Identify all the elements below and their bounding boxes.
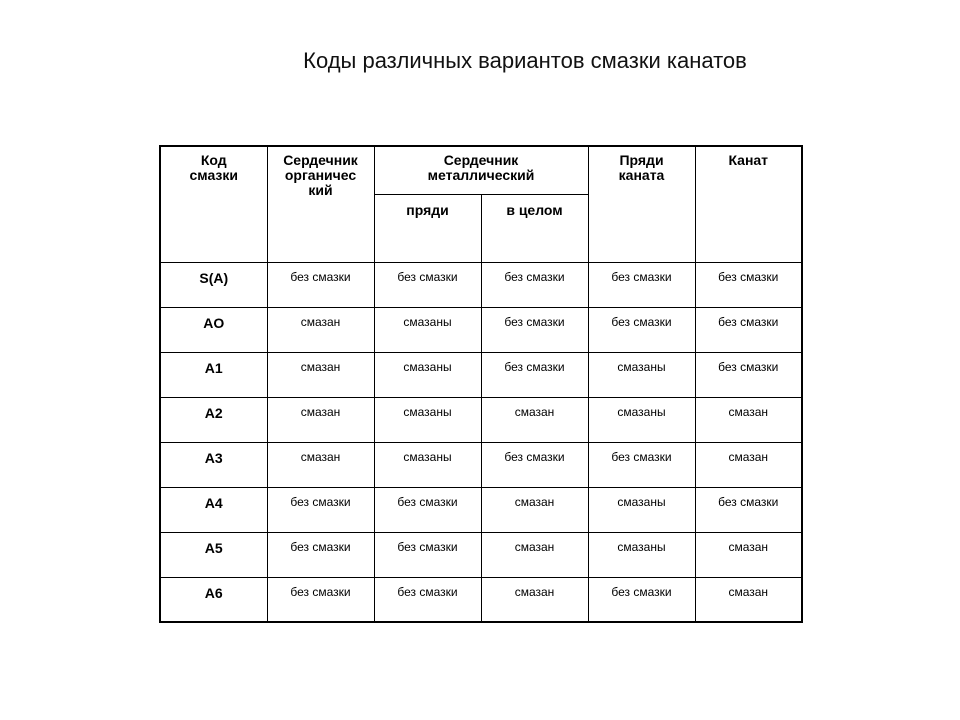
header-code: Код смазки	[160, 146, 267, 262]
table-row	[160, 397, 802, 442]
value-cell: без смазки	[588, 262, 695, 307]
value-cell: без смазки	[267, 577, 374, 622]
value-cell: смазан	[695, 442, 802, 487]
value-cell: смазан	[481, 487, 588, 532]
value-cell: без смазки	[695, 487, 802, 532]
value-cell: без смазки	[374, 532, 481, 577]
value-cell: смазаны	[588, 352, 695, 397]
code-cell: A4	[160, 487, 267, 532]
value-cell: смазан	[695, 532, 802, 577]
value-cell: без смазки	[588, 577, 695, 622]
value-cell: без смазки	[695, 307, 802, 352]
value-cell: без смазки	[695, 262, 802, 307]
table-row	[160, 307, 802, 352]
value-cell: без смазки	[481, 352, 588, 397]
header-rope: Канат	[695, 146, 802, 262]
table-row	[160, 262, 802, 307]
value-cell: смазан	[267, 442, 374, 487]
code-cell: A1	[160, 352, 267, 397]
value-cell: смазаны	[374, 307, 481, 352]
header-metal-core: Сердечник металлический	[374, 146, 588, 194]
value-cell: без смазки	[267, 487, 374, 532]
value-cell: без смазки	[267, 532, 374, 577]
value-cell: без смазки	[374, 487, 481, 532]
value-cell: смазан	[267, 307, 374, 352]
table-row	[160, 442, 802, 487]
value-cell: без смазки	[267, 262, 374, 307]
table-row	[160, 532, 802, 577]
value-cell: без смазки	[695, 352, 802, 397]
value-cell: смазаны	[374, 352, 481, 397]
value-cell: смазаны	[588, 487, 695, 532]
value-cell: без смазки	[588, 442, 695, 487]
value-cell: без смазки	[374, 577, 481, 622]
table-row	[160, 352, 802, 397]
value-cell: смазаны	[374, 442, 481, 487]
page-title: Коды различных вариантов смазки канатов	[303, 48, 747, 73]
value-cell: смазан	[267, 352, 374, 397]
code-cell: A2	[160, 397, 267, 442]
value-cell: без смазки	[481, 442, 588, 487]
value-cell: смазан	[267, 397, 374, 442]
header-rope-strands: Пряди каната	[588, 146, 695, 262]
table-row	[160, 577, 802, 622]
header-strands: пряди	[374, 194, 481, 262]
value-cell: смазан	[695, 397, 802, 442]
header-whole: в целом	[481, 194, 588, 262]
value-cell: смазан	[481, 577, 588, 622]
code-cell: AO	[160, 307, 267, 352]
table-row	[160, 487, 802, 532]
value-cell: без смазки	[481, 307, 588, 352]
value-cell: смазан	[481, 397, 588, 442]
code-cell: A6	[160, 577, 267, 622]
code-cell: A3	[160, 442, 267, 487]
value-cell: без смазки	[374, 262, 481, 307]
value-cell: смазаны	[588, 532, 695, 577]
header-row	[160, 146, 802, 194]
value-cell: смазаны	[588, 397, 695, 442]
value-cell: без смазки	[481, 262, 588, 307]
lubrication-codes-table	[159, 145, 803, 623]
value-cell: смазан	[695, 577, 802, 622]
code-cell: S(A)	[160, 262, 267, 307]
code-cell: A5	[160, 532, 267, 577]
value-cell: смазаны	[374, 397, 481, 442]
value-cell: смазан	[481, 532, 588, 577]
header-organic-core: Сердечник органичес кий	[267, 146, 374, 262]
value-cell: без смазки	[588, 307, 695, 352]
